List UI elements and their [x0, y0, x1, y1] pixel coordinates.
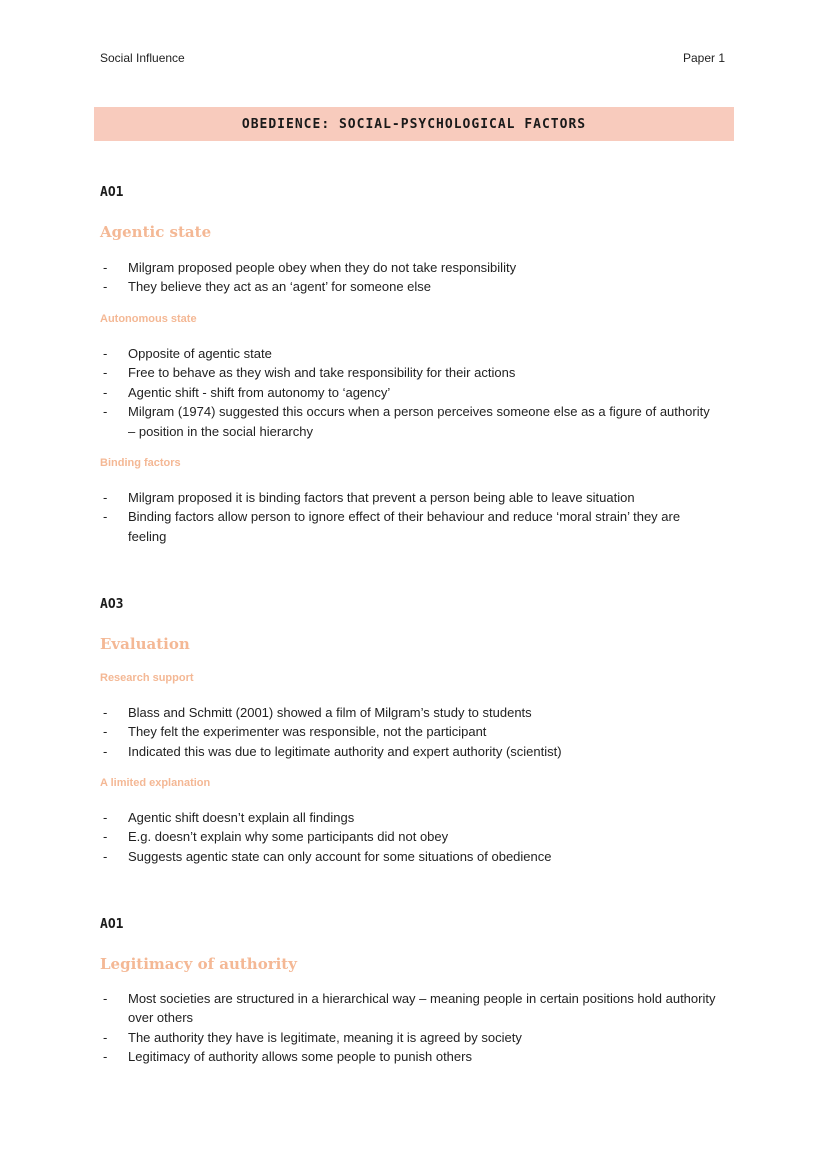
bullet-list	[100, 258, 720, 297]
ao1-label: AO1	[100, 917, 124, 932]
list-item: - Agentic shift doesn’t explain all findings	[100, 808, 720, 827]
header-right: Paper 1	[682, 51, 725, 65]
list-item: - Most societies are structured in a hierarchical way – meaning people in certain positions hold authority over others	[100, 989, 720, 1028]
bullet-list	[100, 344, 720, 441]
list-item: - Indicated this was due to legitimate authority and expert authority (scientist)	[100, 742, 720, 761]
ao3-label: AO3	[100, 597, 124, 612]
list-item: - Agentic shift - shift from autonomy to ‘agency’	[100, 383, 720, 402]
bullet-list	[100, 808, 720, 866]
list-item: - E.g. doesn’t explain why some participants did not obey	[100, 827, 720, 846]
subheading-binding-factors: Binding factors	[100, 457, 181, 469]
list-item: - Blass and Schmitt (2001) showed a film of Milgram’s study to students	[100, 703, 720, 722]
subheading-research-support: Research support	[100, 672, 194, 684]
list-item: - Legitimacy of authority allows some people to punish others	[100, 1047, 720, 1066]
subheading-limited-explanation: A limited explanation	[100, 777, 211, 789]
section-heading-legitimacy-of-authority: Legitimacy of authority	[100, 955, 297, 973]
section-heading-agentic-state: Agentic state	[100, 223, 212, 241]
list-item: - Milgram proposed people obey when they do not take responsibility	[100, 258, 720, 277]
list-item: - Free to behave as they wish and take responsibility for their actions	[100, 363, 720, 382]
list-item: - The authority they have is legitimate, meaning it is agreed by society	[100, 1028, 720, 1047]
bullet-list	[100, 488, 720, 546]
list-item: - Binding factors allow person to ignore effect of their behaviour and reduce ‘moral strain’ they are feeling	[100, 507, 720, 546]
list-item: - They felt the experimenter was responsible, not the participant	[100, 722, 720, 741]
list-item: - Milgram proposed it is binding factors that prevent a person being able to leave situation	[100, 488, 720, 507]
subheading-autonomous-state: Autonomous state	[100, 313, 197, 325]
header-left: Social Influence	[100, 51, 185, 65]
bullet-list	[100, 989, 720, 1067]
bullet-list	[100, 703, 720, 761]
section-heading-evaluation: Evaluation	[100, 635, 190, 653]
page-title: OBEDIENCE: SOCIAL-PSYCHOLOGICAL FACTORS	[241, 116, 587, 132]
title-banner	[94, 107, 734, 141]
ao1-label: AO1	[100, 185, 124, 200]
list-item: - Suggests agentic state can only account for some situations of obedience	[100, 847, 720, 866]
list-item: - Opposite of agentic state	[100, 344, 720, 363]
list-item: - They believe they act as an ‘agent’ for someone else	[100, 277, 720, 296]
list-item: - Milgram (1974) suggested this occurs when a person perceives someone else as a figure of authority – position in the social hierarchy	[100, 402, 720, 441]
